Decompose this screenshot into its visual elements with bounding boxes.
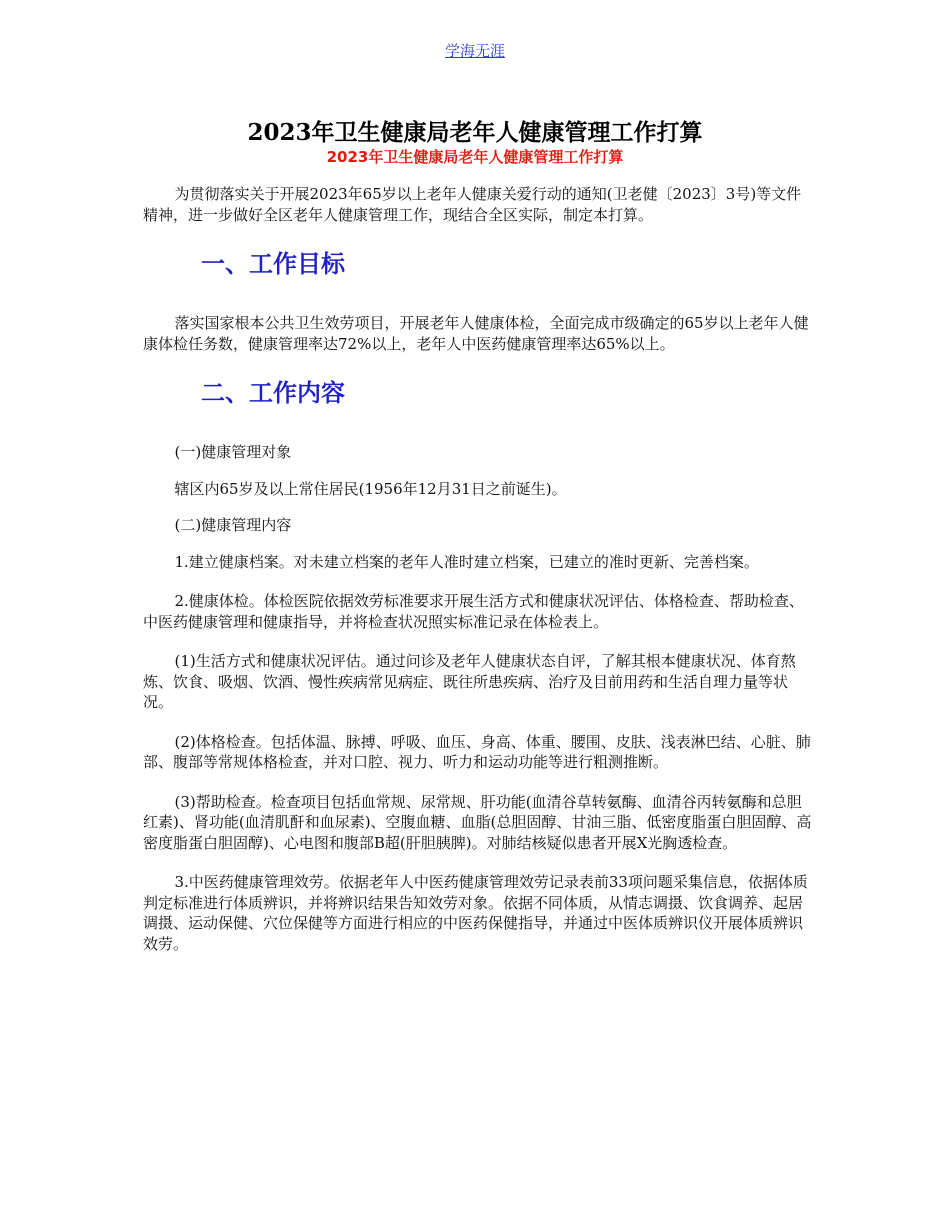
intro-paragraph: 为贯彻落实关于开展2023年65岁以上老年人健康关爱行动的通知(卫老健〔2023〕3号)等文件精神，进一步做好全区老年人健康管理工作，现结合全区实际，制定本打算。	[143, 185, 802, 224]
paragraph-health-checkup: 2.健康体检。体检医院依据效劳标准要求开展生活方式和健康状况评估、体格检查、帮助检查、中医药健康管理和健康指导，并将检查状况照实标准记录在体检表上。	[143, 592, 804, 631]
paragraph-physical-exam: (2)体格检查。包括体温、脉搏、呼吸、血压、身高、体重、腰围、皮肤、浅表淋巴结、心脏、肺部、腹部等常规体格检查，并对口腔、视力、听力和运动功能等进行粗测推断。	[143, 732, 811, 771]
document-title: 2023年卫生健康局老年人健康管理工作打算	[247, 119, 703, 146]
section-heading-goals: 一、工作目标	[201, 250, 345, 278]
paragraph-lifestyle-assessment: (1)生活方式和健康状况评估。通过问诊及老年人健康状态自评，了解其根本健康状况、体育熬炼、饮食、吸烟、饮酒、慢性疾病常见病症、既往所患疾病、治疗及目前用药和生活自理力量等状况。	[143, 652, 796, 711]
document-body	[143, 184, 815, 973]
paragraph-health-records: 1.建立健康档案。对未建立档案的老年人准时建立档案，已建立的准时更新、完善档案。	[174, 552, 759, 571]
header-link[interactable]: 学海无涯	[444, 42, 505, 60]
goals-paragraph: 落实国家根本公共卫生效劳项目，开展老年人健康体检，全面完成市级确定的65岁以上老年人健康体检任务数，健康管理率达72%以上，老年人中医药健康管理率达65%以上。	[143, 314, 809, 353]
target-paragraph: 辖区内65岁及以上常住居民(1956年12月31日之前诞生)。	[174, 479, 567, 498]
paragraph-auxiliary-exam: (3)帮助检查。检查项目包括血常规、尿常规、肝功能(血清谷草转氨酶、血清谷丙转氨酶和总胆红素)、肾功能(血清肌酐和血尿素)、空腹血糖、血脂(总胆固醇、甘油三脂、低密度脂蛋白胆固醇、高密度脂蛋白胆固醇)、心电图和腹部B超(肝胆胰脾)。对肺结核疑似患者开展X光胸透检查。	[143, 792, 812, 852]
section-heading-content: 二、工作内容	[201, 379, 345, 407]
paragraph-tcm-service: 3.中医药健康管理效劳。依据老年人中医药健康管理效劳记录表前33项问题采集信息，依据体质判定标准进行体质辨识，并将辨识结果告知效劳对象。依据不同体质，从情志调摄、饮食调养、起居调摄、运动保健、穴位保健等方面进行相应的中医药保健指导，并通过中医体质辨识仪开展体质辨识效劳。	[143, 873, 808, 953]
subsection-title-target: (一)健康管理对象	[174, 443, 292, 461]
document-subtitle: 2023年卫生健康局老年人健康管理工作打算	[326, 148, 624, 166]
subsection-title-content: (二)健康管理内容	[174, 516, 292, 534]
